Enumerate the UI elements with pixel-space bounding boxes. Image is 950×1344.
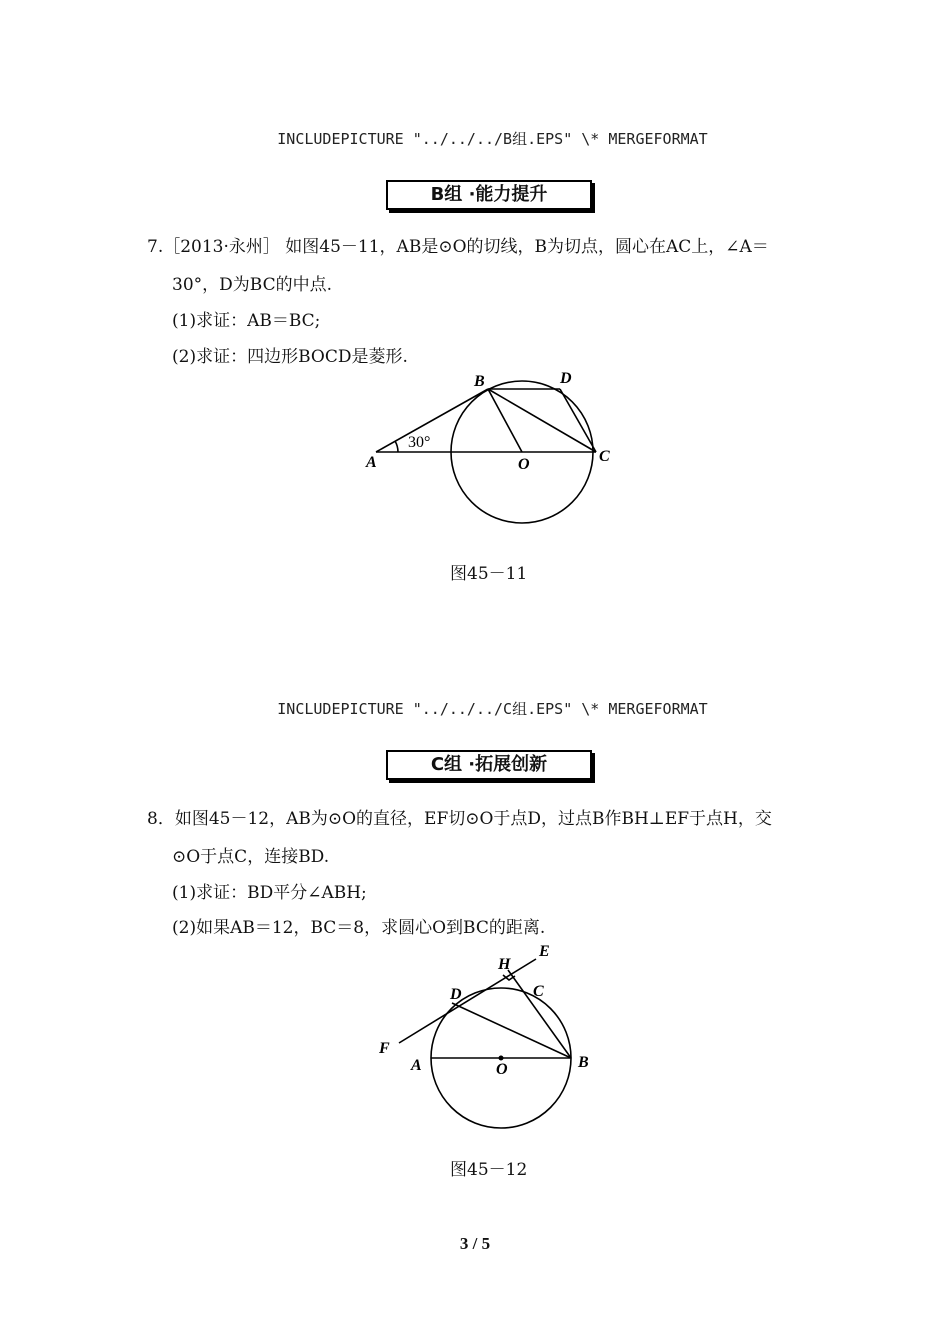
label-b: B	[474, 373, 485, 390]
q7-part1: (1)求证：AB＝BC;	[172, 311, 321, 331]
q7-line1: 7.［2013·永州］ 如图45－11，AB是⊙O的切线，B为切点，圆心在AC上，∠A＝	[147, 237, 769, 257]
label-a-2: A	[411, 1057, 422, 1074]
label-e: E	[539, 943, 550, 960]
label-o: O	[518, 456, 530, 473]
q8-line1: 8．如图45－12，AB为⊙O的直径，EF切⊙O于点D，过点B作BH⊥EF于点H，交	[147, 809, 772, 829]
section-banner-c: C组 ·拓展创新	[386, 750, 592, 780]
label-d-2: D	[450, 986, 462, 1003]
include-picture-b: INCLUDEPICTURE "../../../B组.EPS" \* MERGEFORMAT	[277, 130, 708, 148]
section-banner-b: B组 ·能力提升	[386, 180, 592, 210]
q7-line2: 30°，D为BC的中点.	[172, 275, 332, 295]
label-f: F	[379, 1040, 390, 1057]
label-c-2: C	[533, 983, 544, 1000]
include-picture-c: INCLUDEPICTURE "../../../C组.EPS" \* MERGEFORMAT	[277, 700, 708, 718]
q8-line2: ⊙O于点C，连接BD.	[172, 847, 330, 867]
label-angle: 30°	[408, 434, 431, 451]
label-h: H	[498, 956, 511, 973]
label-b-2: B	[578, 1054, 589, 1071]
label-c: C	[599, 448, 610, 465]
caption-45-12: 图45－12	[450, 1160, 528, 1180]
caption-45-11: 图45－11	[450, 564, 528, 584]
q7-part2: (2)求证：四边形BOCD是菱形.	[172, 347, 408, 367]
center-dot	[499, 1056, 504, 1061]
q8-part2: (2)如果AB＝12，BC＝8，求圆心O到BC的距离.	[172, 918, 546, 938]
line-ef	[399, 959, 536, 1043]
label-d: D	[560, 370, 572, 387]
label-a: A	[366, 454, 377, 471]
page-number: 3 / 5	[459, 1234, 491, 1253]
q8-part1: (1)求证：BD平分∠ABH;	[172, 883, 367, 903]
label-o-2: O	[496, 1061, 508, 1078]
